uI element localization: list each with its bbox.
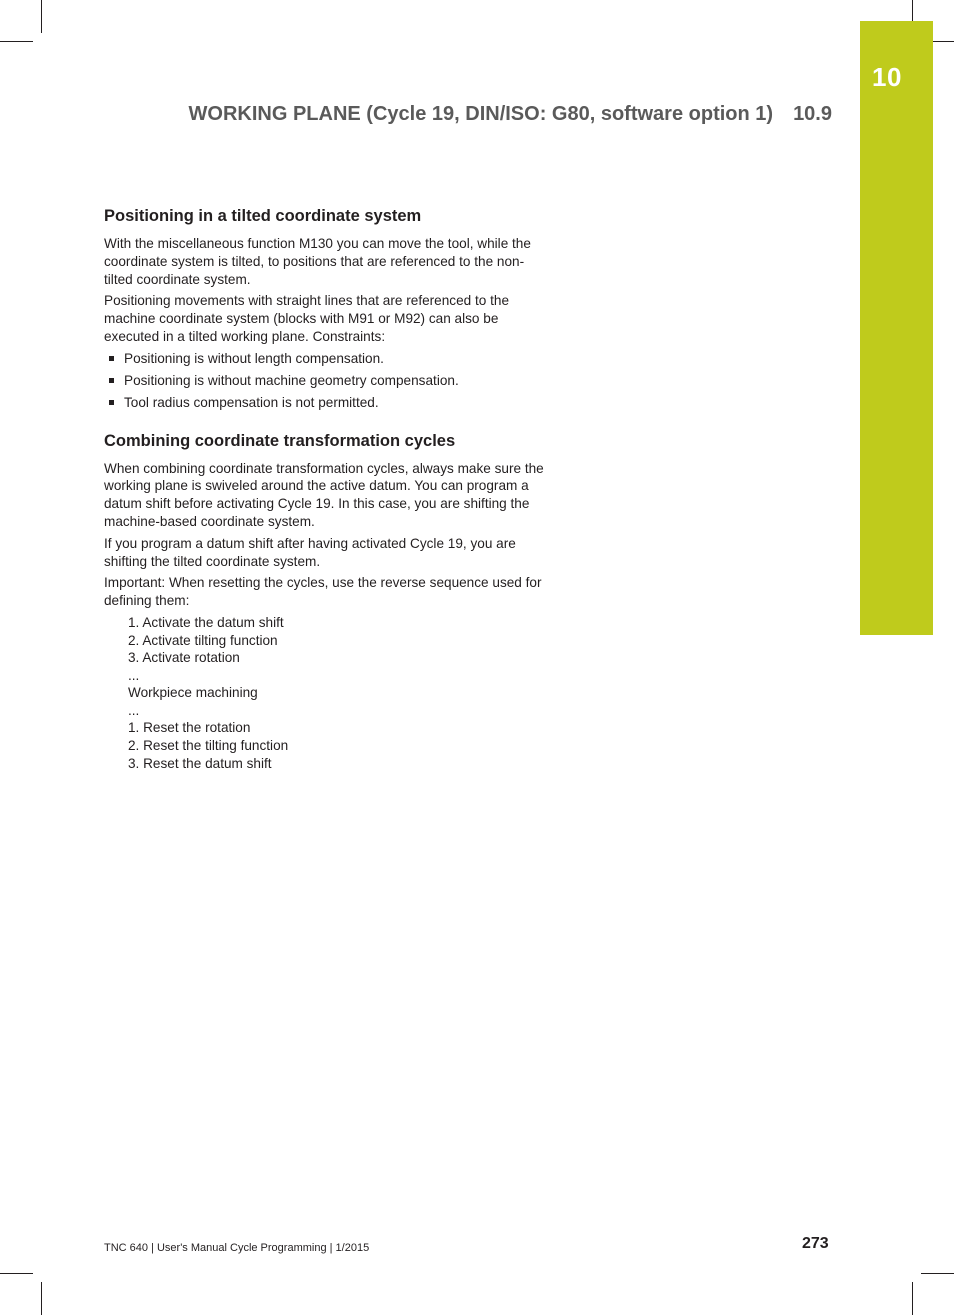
list-item-text: Positioning is without length compensation. [124,350,384,366]
paragraph: With the miscellaneous function M130 you can move the tool, while the coordinate system is tilted, to positions that are referenced to the non-tilted coordinate system. [104,236,531,287]
crop-mark [41,0,42,33]
list-item-text: Positioning is without machine geometry compensation. [124,372,459,388]
sequence-step: Workpiece machining [128,685,258,701]
constraints-list [104,350,544,412]
header-section-number: 10.9 [793,103,832,125]
list-item-text: Tool radius compensation is not permitted. [124,394,379,410]
list-item [104,350,544,368]
list-item [104,372,544,390]
running-header [189,103,832,126]
bullet-square-icon [109,378,114,383]
list-item [104,394,544,412]
sequence-step: 1. Reset the rotation [128,720,251,736]
crop-mark [0,41,33,42]
sequence-step: 2. Activate tilting function [128,632,278,648]
section-heading-combining: Combining coordinate transformation cycles [104,431,456,450]
sequence-step: ... [128,702,140,718]
crop-mark [912,1282,913,1315]
chapter-number: 10 [872,62,902,92]
section-heading-positioning: Positioning in a tilted coordinate system [104,207,422,225]
footer-text: TNC 640 | User's Manual Cycle Programming | 1/2015 [104,1242,370,1254]
sequence-step: 1. Activate the datum shift [128,614,284,630]
paragraph: If you program a datum shift after having activated Cycle 19, you are shifting the tilted coordinate system. [104,535,516,569]
sequence-step: 2. Reset the tilting function [128,738,289,754]
sequence-step: 3. Reset the datum shift [128,755,272,771]
chapter-tab [860,21,933,635]
paragraph: Important: When resetting the cycles, use the reverse sequence used for defining them: [104,575,542,609]
bullet-square-icon [109,356,114,361]
bullet-square-icon [109,400,114,405]
page-content [104,206,544,772]
crop-mark [0,1273,33,1274]
paragraph: When combining coordinate transformation cycles, always make sure the working plane is swiveled around the active datum. You can program a datum shift before activating Cycle 19. In this case, you are shifting the machine-based coordinate system. [104,460,544,529]
crop-mark [921,1273,954,1274]
sequence-list [128,614,544,772]
page-number: 273 [802,1235,829,1252]
paragraph: Positioning movements with straight lines that are referenced to the machine coordinate system (blocks with M91 or M92) can also be executed in a tilted working plane. Constraints: [104,293,510,344]
crop-mark [41,1282,42,1315]
sequence-step: ... [128,667,140,683]
sequence-step: 3. Activate rotation [128,650,240,666]
header-title: WORKING PLANE (Cycle 19, DIN/ISO: G80, software option 1) [188,103,774,125]
